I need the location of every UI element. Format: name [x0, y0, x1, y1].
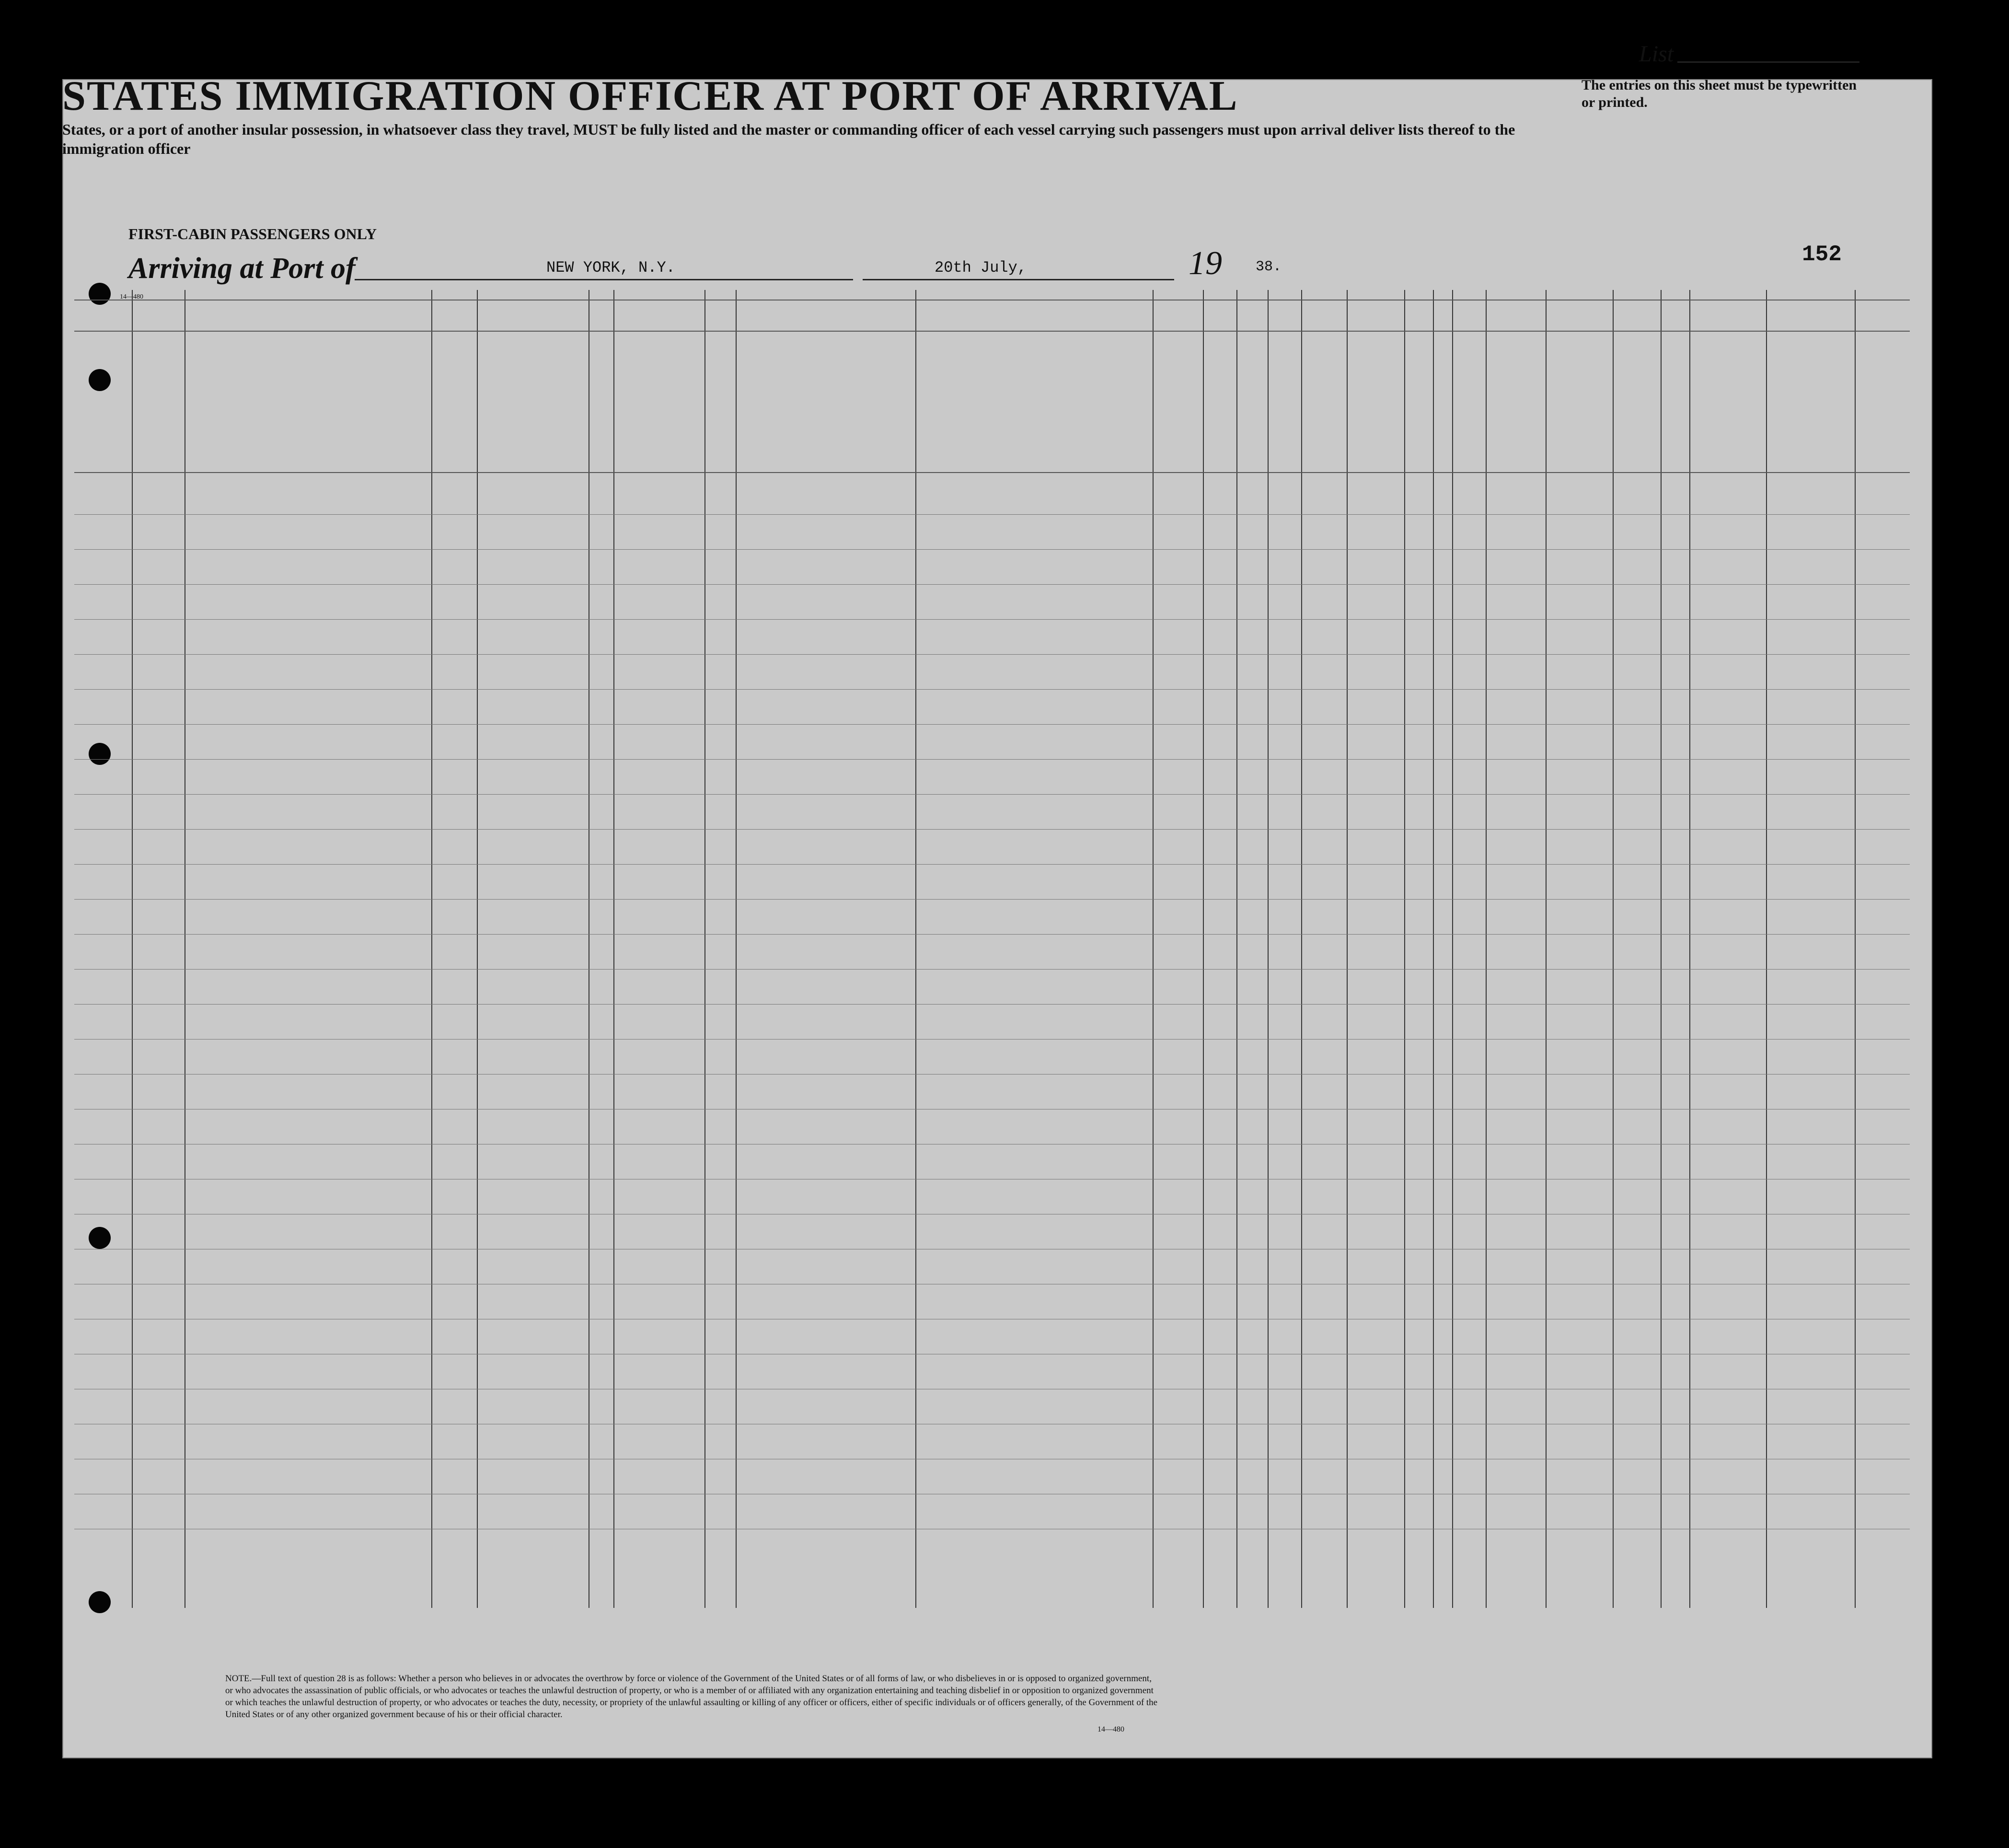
page-title: STATES IMMIGRATION OFFICER AT PORT OF ARRIVAL — [62, 73, 1238, 119]
column-divider — [1301, 290, 1302, 1608]
form-code: 14—480 — [120, 293, 143, 300]
punch-hole — [89, 1591, 111, 1613]
row-divider — [74, 549, 1910, 550]
row-divider — [74, 794, 1910, 795]
column-divider — [1268, 290, 1269, 1608]
column-divider — [1236, 290, 1237, 1608]
column-divider — [736, 290, 737, 1608]
column-divider — [704, 290, 705, 1608]
row-divider — [74, 1039, 1910, 1040]
footnote-form-code: 14—480 — [1097, 1725, 1124, 1733]
column-divider — [1661, 290, 1662, 1608]
column-divider — [1203, 290, 1204, 1608]
row-divider — [74, 934, 1910, 935]
punch-hole — [89, 369, 111, 391]
column-divider — [1404, 290, 1405, 1608]
column-divider — [1546, 290, 1547, 1608]
year-suffix: 38. — [1256, 259, 1282, 275]
column-divider — [1153, 290, 1154, 1608]
row-divider — [74, 514, 1910, 515]
header-bottom-line — [74, 472, 1910, 473]
date-value: 20th July, — [935, 259, 1027, 277]
row-divider — [74, 759, 1910, 760]
column-divider — [613, 290, 614, 1608]
punch-hole — [89, 1227, 111, 1249]
row-divider — [74, 724, 1910, 725]
typewritten-note: The entries on this sheet must be typewritten or printed. — [1582, 77, 1857, 110]
row-divider — [74, 829, 1910, 830]
column-divider — [132, 290, 133, 1608]
row-divider — [74, 969, 1910, 970]
column-divider — [1766, 290, 1767, 1608]
row-divider — [74, 619, 1910, 620]
list-label: List — [1639, 41, 1674, 67]
row-divider — [74, 584, 1910, 585]
row-divider — [74, 864, 1910, 865]
column-divider — [1486, 290, 1487, 1608]
date-line — [863, 279, 1174, 280]
column-divider — [1855, 290, 1856, 1608]
port-value: NEW YORK, N.Y. — [546, 259, 675, 277]
instruction-text: States, or a port of another insular possession, in whatsoever class they travel, MUST be fully listed and the master or commanding officer of each vessel carrying such passengers must upon arrival deliver lists thereof to the immigration officer — [62, 121, 1515, 157]
column-divider — [1347, 290, 1348, 1608]
column-divider — [431, 290, 432, 1608]
row-divider — [74, 654, 1910, 655]
list-number-line — [1677, 61, 1859, 63]
column-divider — [1452, 290, 1453, 1608]
punch-hole — [89, 743, 111, 765]
cabin-class: FIRST-CABIN PASSENGERS ONLY — [128, 225, 377, 243]
footnote: NOTE.—Full text of question 28 is as follows: Whether a person who believes in or advocates the overthrow by force or violence of the Government of the United States or of all forms of law, or who disbelieves in or is opposed to organized government, or who advocates the assassination of public officials, or who advocates or teaches the unlawful destruction of property, or who is a member of or affiliated with any organization entertaining and teaching disbelief in or opposition to organized government or which teaches the unlawful destruction of property, or who advocates or teaches the duty, necessity, or propriety of the unlawful assaulting or killing of any officer or officers, either of specific individuals or of officers generally, of the Government of the United States or of any other organized government because of his or their official character. — [225, 1674, 1158, 1720]
column-divider — [1613, 290, 1614, 1608]
column-divider — [477, 290, 478, 1608]
column-divider — [1433, 290, 1434, 1608]
header-number-line — [74, 331, 1910, 332]
punch-hole — [89, 283, 111, 305]
page-number: 152 — [1802, 242, 1842, 267]
port-line — [355, 279, 853, 280]
arriving-label: Arriving at Port of — [128, 252, 356, 285]
row-divider — [74, 689, 1910, 690]
column-divider — [1689, 290, 1690, 1608]
row-divider — [74, 1004, 1910, 1005]
column-divider — [915, 290, 916, 1608]
row-divider — [74, 899, 1910, 900]
year-century: 19 — [1189, 245, 1222, 282]
